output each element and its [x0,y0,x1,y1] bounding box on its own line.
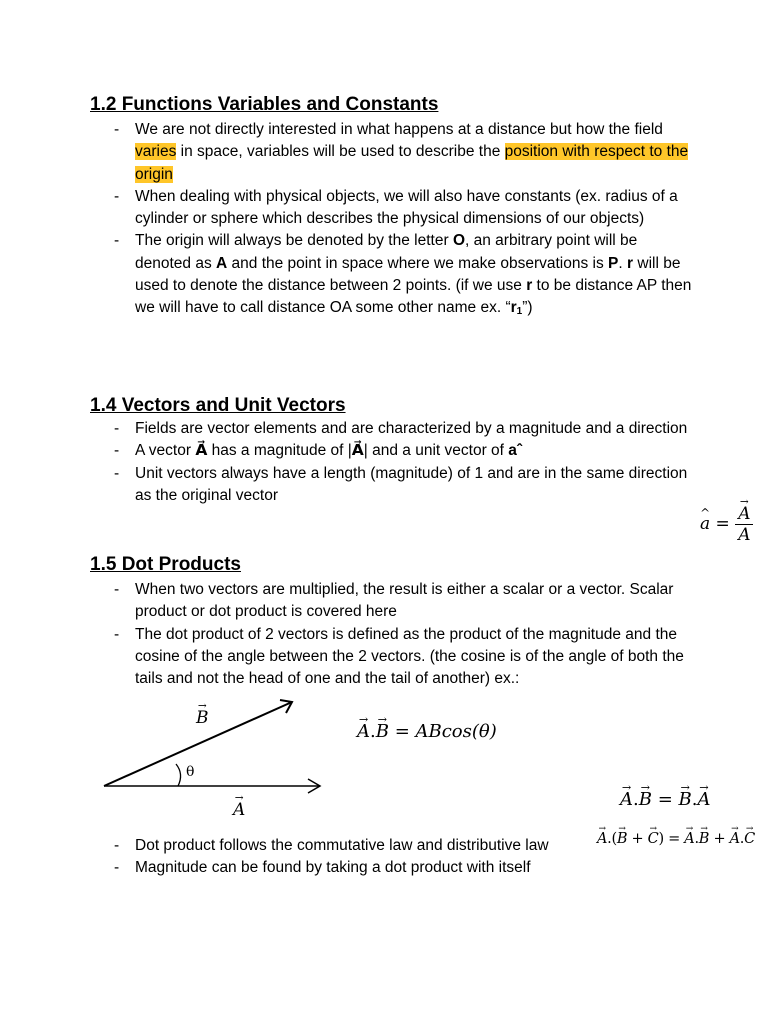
heading-dot-products: 1.5 Dot Products [90,554,241,575]
heading-vectors-unit-vectors: 1.4 Vectors and Unit Vectors [90,395,346,416]
list-item: - Magnitude can be found by taking a dot product with itself [112,857,692,879]
list-item: - Fields are vector elements and are characterized by a magnitude and a direction [112,418,692,440]
list-item: - We are not directly interested in what happens at a distance but how the field varies in space, variables will be used to describe the position with respect to the origin [112,119,692,186]
bullet-list-1-2 [112,119,692,324]
label-vector-a: A → [233,800,245,820]
highlight-varies: varies [135,143,177,161]
list-item: - When dealing with physical objects, we will also have constants (ex. radius of a cylinder or sphere which describes the physical dimensions of our objects) [112,186,692,231]
dot-product-formula: A →.B → = ABcos(θ) [357,721,497,742]
angle-arc [176,764,181,786]
list-item: - When two vectors are multiplied, the result is either a scalar or a vector. Scalar product or dot product is covered here [112,579,692,624]
vector-angle-diagram [98,694,328,819]
list-item: - Unit vectors always have a length (magnitude) of 1 and are in the same direction as the original vector [112,463,692,508]
list-item: - A vector A⃗ has a magnitude of |A⃗| and a unit vector of aˆ [112,440,692,462]
bullet-list-1-4 [112,418,692,507]
highlight-position: position with respect to the origin [135,143,689,183]
label-vector-b: B → [196,708,209,728]
commutative-formula: A →.B → = B →.A → [620,789,710,810]
label-theta: θ [186,764,195,780]
unit-vector-formula: a ^ = $\frac{A \to}{A}$ [700,504,753,545]
list-item: - The dot product of 2 vectors is defined as the product of the magnitude and the cosine of the angle between the 2 vectors. (the cosine is of the angle of both the tails and not the head of one and the tail of another) ex.: [112,624,692,691]
bullet-list-1-5 [112,579,692,690]
distributive-formula: A →.(B → + C →) = A →.B → + A →.C → [597,831,755,847]
list-item: - The origin will always be denoted by the letter O, an arbitrary point will be denoted as A and the point in space where we make observations is P. r will be used to denote the distance between 2 points. (if we use r to be distance AP then we will have to call distance OA some other name ex. “$r_1$”) [112,230,692,323]
list-item: - Dot product follows the commutative law and distributive law [112,835,692,857]
heading-functions-variables-constants: 1.2 Functions Variables and Constants [90,94,439,115]
